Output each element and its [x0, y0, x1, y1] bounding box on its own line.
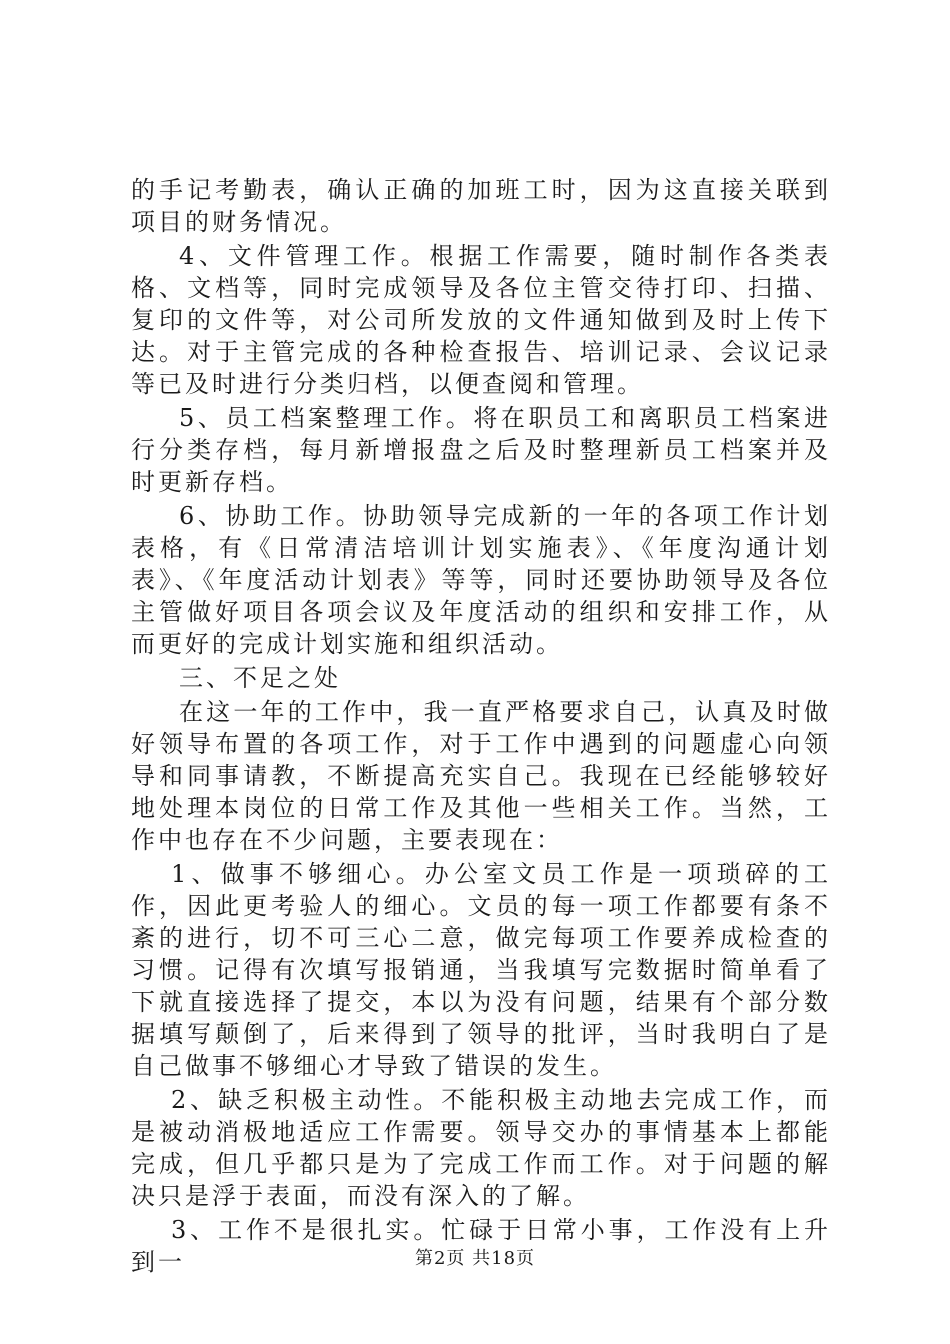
page-number-footer: 第2页 共18页 [414, 1248, 536, 1269]
paragraph-lack-initiative: 2、缺乏积极主动性。不能积极主动地去完成工作，而是被动消极地适应工作需要。领导交办的事情基本上都能完成，但几乎都只是为了完成工作而工作。对于问题的解决只是浮于表面，而没有深入的了解。 [131, 1086, 831, 1210]
paragraph-shortcomings-intro: 在这一年的工作中，我一直严格要求自己，认真及时做好领导布置的各项工作，对于工作中遇到的问题虚心向领导和同事请教，不断提高充实自己。我现在已经能够较好地处理本岗位的日常工作及其他一些相关工作。当然，工作中也存在不少问题，主要表现在： [131, 698, 831, 854]
paragraph-employee-archives: 5、员工档案整理工作。将在职员工和离职员工档案进行分类存档，每月新增报盘之后及时整理新员工档案并及时更新存档。 [131, 404, 831, 496]
paragraph-not-solid: 3、工作不是很扎实。忙碌于日常小事，工作没有上升到一 [131, 1216, 831, 1276]
paragraph-file-management: 4、文件管理工作。根据工作需要，随时制作各类表格、文档等，同时完成领导及各位主管交待打印、扫描、复印的文件等，对公司所发放的文件通知做到及时上传下达。对于主管完成的各种检查报告、培训记录、会议记录等已及时进行分类归档，以便查阅和管理。 [131, 242, 831, 398]
paragraph-continuation: 的手记考勤表，确认正确的加班工时，因为这直接关联到项目的财务情况。 [131, 176, 831, 236]
paragraph-not-careful: 1、做事不够细心。办公室文员工作是一项琐碎的工作，因此更考验人的细心。文员的每一项工作都要有条不紊的进行，切不可三心二意，做完每项工作要养成检查的习惯。记得有次填写报销通，当我填写完数据时简单看了下就直接选择了提交，本以为没有问题，结果有个部分数据填写颠倒了，后来得到了领导的批评，当时我明白了是自己做事不够细心才导致了错误的发生。 [131, 860, 831, 1080]
paragraph-assistance-work: 6、协助工作。协助领导完成新的一年的各项工作计划表格，有《日常清洁培训计划实施表》、《年度沟通计划表》、《年度活动计划表》等等，同时还要协助领导及各位主管做好项目各项会议及年度活动的组织和安排工作，从而更好的完成计划实施和组织活动。 [131, 502, 831, 658]
section-heading-shortcomings: 三、不足之处 [179, 664, 341, 692]
document-body [131, 174, 831, 1280]
